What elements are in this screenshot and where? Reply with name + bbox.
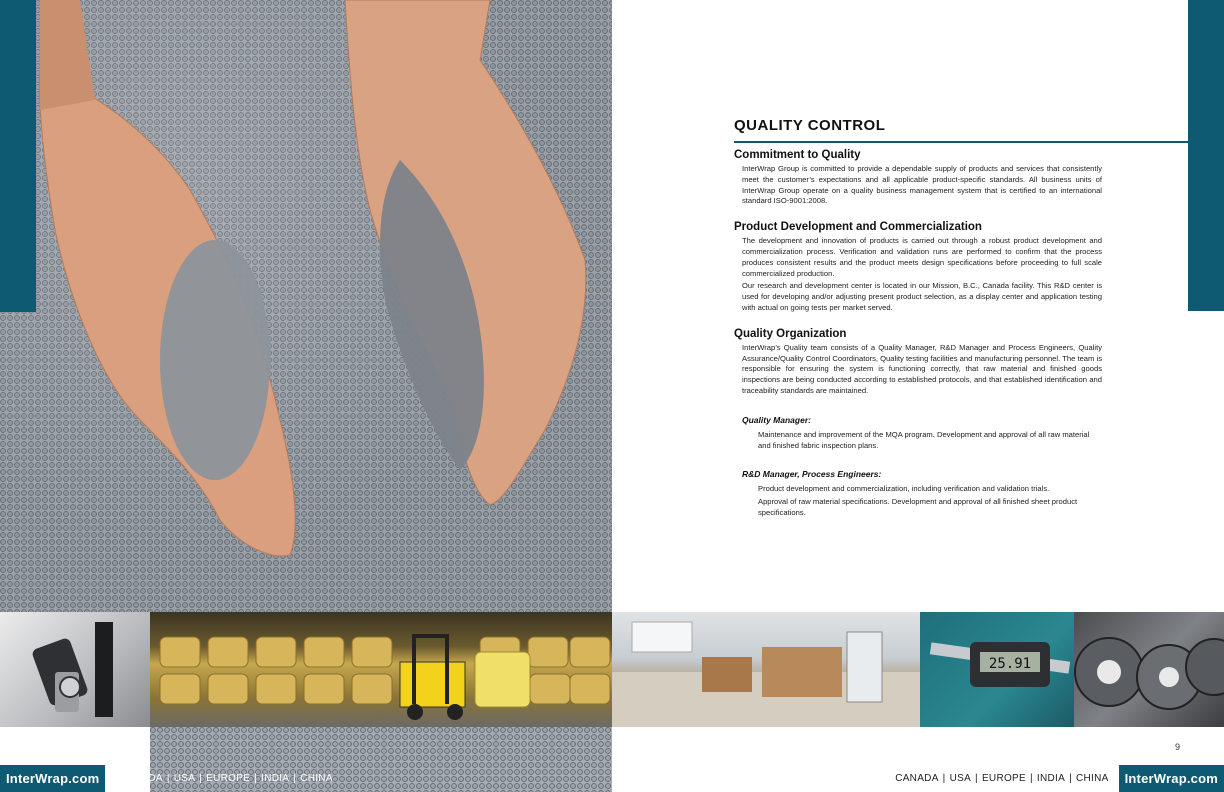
photo-microscope: [0, 612, 150, 727]
photo-strip: [0, 612, 1224, 727]
heading-commitment: Commitment to Quality: [734, 149, 861, 161]
subsection-quality-manager: [734, 415, 1102, 452]
right-teal-accent-bar: [1188, 0, 1224, 311]
region-link[interactable]: INDIA: [1036, 773, 1066, 784]
digital-caliper-icon: [920, 612, 1074, 727]
left-footer-white-area: [0, 727, 150, 765]
footer-right: [891, 765, 1224, 792]
photo-fabric-rolls: [1074, 612, 1224, 727]
region-link[interactable]: USA: [949, 773, 972, 784]
page-number-right: 9: [1175, 742, 1181, 752]
paragraph-product-development-1: The development and innovation of products is carried out through a robust product development and commercialization process. Verification and validation runs are performed to confirm that the process produces consistent results and the product meets design specifications before proceeding to full scale commercialized production.: [742, 236, 1102, 278]
hands-holding-pellets-illustration: [0, 0, 612, 612]
section-product-development: [734, 221, 1102, 314]
region-link[interactable]: CANADA: [895, 773, 939, 784]
paragraph-product-development-2: Our research and development center is located in our Mission, B.C., Canada facility. This R&D center is used for developing and/or adjusting present product selection, as a display center and application testing with actual on going tests per market served.: [742, 281, 1102, 312]
page-title: QUALITY CONTROL: [734, 117, 886, 134]
photo-digital-caliper: [920, 612, 1074, 727]
region-link[interactable]: EUROPE: [206, 773, 251, 784]
page-number-left: 8: [44, 742, 50, 752]
region-link[interactable]: CANADA: [119, 773, 163, 784]
photo-warehouse-forklift: [150, 612, 612, 727]
forklift-warehouse-illustration: [150, 612, 612, 727]
caliper-readout: 25.91: [988, 656, 1032, 672]
paragraph-commitment: InterWrap Group is committed to provide a dependable supply of products and services that consistently meet the customer’s expectations and all applicable product-specific standards. All business units of InterWrap Group operate on a quality business management system that is certified to an international standard ISO-9001:2008.: [742, 164, 1102, 206]
heading-rd-manager: R&D Manager, Process Engineers:: [742, 469, 882, 480]
laboratory-illustration: [612, 612, 920, 727]
footer-brand-right[interactable]: InterWrap.com: [1119, 765, 1224, 792]
heading-quality-organization: Quality Organization: [734, 327, 847, 340]
heading-product-development: Product Development and Commercialization: [734, 221, 982, 234]
region-link[interactable]: USA: [173, 773, 196, 784]
photo-laboratory: [612, 612, 920, 727]
hero-image-pellets: [0, 0, 612, 612]
paragraph-quality-organization: InterWrap’s Quality team consists of a Quality Manager, R&D Manager and Process Engineers, Quality Assurance/Quality Control Coordinators, Quality testing facilities and manufacturing personnel. The team is responsible for ensuring the system is functioning correctly, that raw material and finished goods inspections are being conducted according to established protocols, and that established identification and traceability standards are maintained.: [742, 342, 1102, 395]
section-quality-organization: [734, 328, 1102, 519]
region-link[interactable]: INDIA: [261, 773, 290, 784]
footer-left: [0, 765, 612, 792]
footer-regions-right: CANADA | USA | EUROPE | INDIA | CHINA: [895, 773, 1109, 784]
footer-regions-left: CANADA | USA | EUROPE | INDIA | CHINA: [119, 773, 333, 784]
left-teal-accent-bar: [0, 0, 36, 312]
heading-quality-manager: Quality Manager:: [742, 414, 811, 425]
footer-brand-left[interactable]: InterWrap.com: [0, 765, 105, 792]
subsection-rd-manager: [734, 469, 1102, 518]
region-link[interactable]: EUROPE: [981, 773, 1026, 784]
paragraph-rd-manager-1: Product development and commercialization, including verification and validation trials.: [758, 484, 1050, 494]
paragraph-rd-manager-2: Approval of raw material specifications. Development and approval of all finished sheet product specifications.: [758, 497, 1078, 517]
right-page-content: [734, 117, 1102, 533]
microscope-icon: [0, 612, 150, 727]
region-link[interactable]: CHINA: [1075, 773, 1109, 784]
fabric-rolls-illustration: [1074, 612, 1224, 727]
paragraph-quality-manager: Maintenance and improvement of the MQA program. Development and approval of all raw material and finished fabric inspection plans.: [758, 429, 1090, 450]
section-commitment: [734, 149, 1102, 207]
region-link[interactable]: CHINA: [300, 773, 333, 784]
